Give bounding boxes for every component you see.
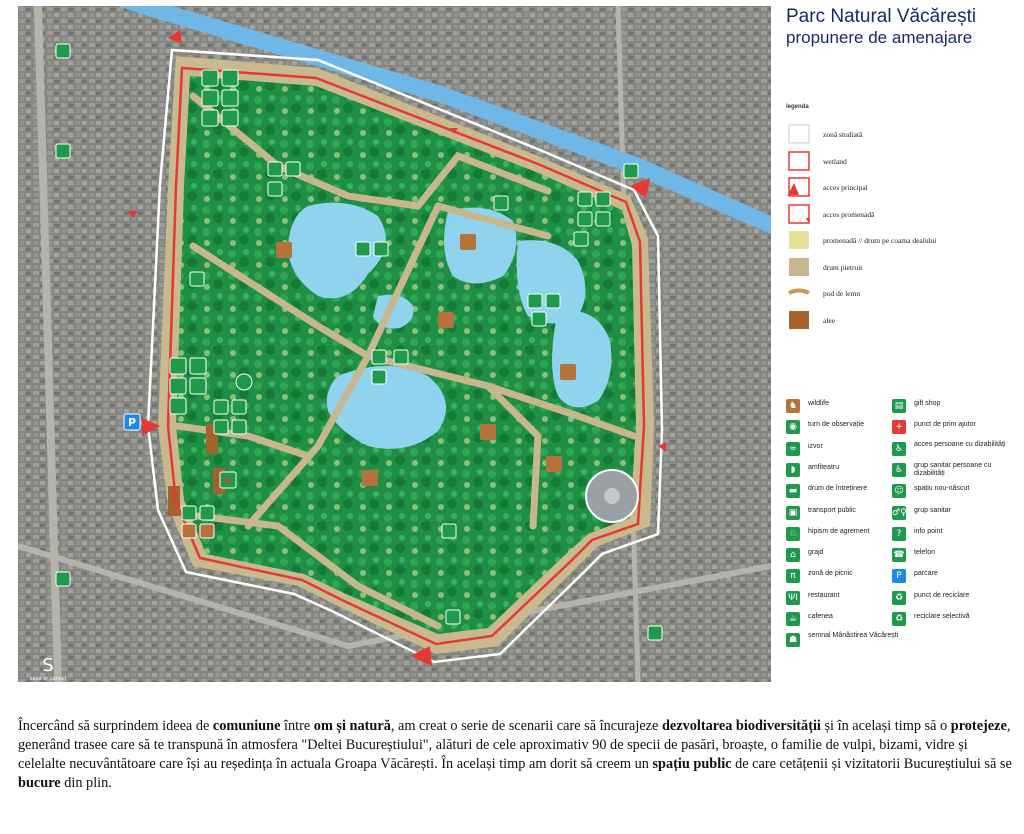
- bus-icon[interactable]: [182, 506, 196, 520]
- description-emphasis: dezvoltarea biodiversității: [661, 718, 821, 734]
- icon-legend-item: [892, 505, 1008, 522]
- icon-legend-label: drum de întreținere: [808, 485, 868, 493]
- maintenance-road-icon[interactable]: [446, 610, 460, 624]
- legend-label: zonă studiată: [823, 130, 863, 139]
- horse-riding-icon[interactable]: [356, 242, 370, 256]
- legend-swatch: [788, 177, 810, 197]
- icon-legend-item: [786, 611, 902, 628]
- icon-legend-item: [786, 505, 902, 522]
- cafe-icon: ☕: [786, 612, 800, 626]
- legend-item: [786, 202, 1016, 228]
- restaurant-icon[interactable]: [200, 506, 214, 520]
- baby-room-icon: ☺: [892, 484, 906, 498]
- icon-legend-item: [786, 526, 902, 543]
- icon-legend-label: wildlife: [808, 400, 830, 407]
- icon-legend-label: spațiu nou-născut: [914, 485, 970, 493]
- binoculars-icon[interactable]: [372, 370, 386, 384]
- bus-icon[interactable]: [56, 572, 70, 586]
- icon-legend-label: transport public: [808, 506, 856, 514]
- wildlife-icon[interactable]: [460, 234, 476, 250]
- parking-icon: P: [892, 569, 906, 583]
- legend-swatch: [788, 283, 810, 303]
- icon-legend-label: zonă de picnic: [808, 570, 853, 578]
- wc-icon[interactable]: [202, 110, 218, 126]
- gift-shop-icon[interactable]: [202, 70, 218, 86]
- recycle-icon[interactable]: [200, 524, 214, 538]
- horse-riding-icon[interactable]: [286, 162, 300, 176]
- phone-icon: ☎: [893, 550, 905, 561]
- legend-item: [786, 281, 1016, 307]
- phone-icon[interactable]: [372, 350, 386, 364]
- wheelchair-icon[interactable]: [182, 524, 196, 538]
- icon-legend-item: [892, 483, 1008, 500]
- picnic-icon: π: [786, 569, 800, 583]
- wc-icon[interactable]: [170, 398, 186, 414]
- icon-legend-item: [786, 441, 902, 458]
- recycle-icon: ♻: [892, 591, 906, 605]
- description-emphasis: om și natură: [313, 718, 391, 734]
- map-title: [786, 6, 1018, 48]
- svg-text:+: +: [222, 473, 234, 487]
- description-emphasis: spațiu public: [652, 756, 732, 772]
- wildlife-icon[interactable]: [480, 424, 496, 440]
- maintenance-road-icon: ▬: [786, 484, 800, 498]
- description-emphasis: protejeze: [950, 718, 1007, 734]
- wildlife-icon[interactable]: [276, 242, 292, 258]
- restaurant-icon[interactable]: [222, 70, 238, 86]
- stable-icon: ⌂: [786, 548, 800, 562]
- icon-legend-item: [786, 632, 902, 649]
- icon-legend-label: amfiteatru: [808, 463, 840, 471]
- spring-icon[interactable]: [268, 162, 282, 176]
- icon-legend-label: cafenea: [808, 613, 833, 620]
- spring-icon[interactable]: [394, 350, 408, 364]
- wildlife-icon[interactable]: [362, 470, 378, 486]
- bus-icon: ▣: [786, 506, 800, 520]
- wheelchair-icon[interactable]: [170, 378, 186, 394]
- legend-label: acces promenadă: [823, 209, 875, 219]
- accessible-wc-icon[interactable]: [232, 420, 246, 434]
- wheelchair-icon[interactable]: [202, 90, 218, 106]
- icon-legend-item: [892, 611, 1008, 628]
- bus-icon[interactable]: [56, 44, 70, 58]
- legend-swatch: [788, 310, 810, 330]
- icon-legend-item: [892, 462, 1008, 479]
- park-map-svg: [18, 6, 771, 682]
- icon-legend-label: parcare: [914, 570, 938, 578]
- legend-swatch: [788, 124, 810, 144]
- wc-icon[interactable]: [574, 232, 588, 246]
- icon-legend-label: izvor: [808, 442, 823, 450]
- park-map: [18, 6, 771, 682]
- legend-item: [786, 228, 1016, 254]
- phone-icon[interactable]: [532, 312, 546, 326]
- legend-swatch: [788, 230, 810, 250]
- bus-icon[interactable]: [648, 626, 662, 640]
- legend-label: pod de lemn: [823, 289, 861, 298]
- legend-label: alee: [823, 315, 836, 325]
- wheelchair-icon: ♿: [892, 442, 906, 456]
- watermark-logo: S: [42, 655, 54, 676]
- svg-text:P: P: [127, 416, 137, 429]
- spring-icon: ≈: [786, 442, 800, 456]
- description-text: de care cetățenii și vizitatorii Bucureștiului să se: [731, 756, 1012, 772]
- icon-legend-label: acces persoane cu dizabilități: [914, 440, 1006, 448]
- icon-legend-item: [786, 590, 902, 607]
- restaurant-icon: ΨΙ: [786, 591, 800, 605]
- icon-legend-label: hipism de agrement: [808, 527, 870, 535]
- description: [18, 717, 1018, 793]
- stable-icon[interactable]: [374, 242, 388, 256]
- icon-legend-label: semnal Mânăstirea Văcărești: [808, 632, 899, 640]
- accessible-wc-icon[interactable]: [222, 110, 238, 126]
- wc-icon[interactable]: [596, 212, 610, 226]
- icon-legend-label: turn de observație: [808, 421, 865, 429]
- legend-label: wetland: [823, 156, 847, 166]
- icon-legend-item: [786, 547, 902, 564]
- monastery-icon: ☗: [786, 633, 800, 647]
- binoculars-icon[interactable]: [268, 182, 282, 196]
- icon-legend-item: [786, 419, 902, 436]
- legend-label: promenadă // drum pe coama dealului: [823, 236, 937, 245]
- icon-legend-label: restaurant: [808, 591, 840, 599]
- icon-legend-item: [786, 483, 902, 500]
- info-icon: ?: [892, 527, 906, 541]
- bus-icon[interactable]: [624, 164, 638, 178]
- legend-item: [786, 308, 1016, 334]
- icon-legend-item: [892, 568, 1008, 585]
- icon-legend-label: punct de prim ajutor: [914, 421, 976, 429]
- gift-shop-icon[interactable]: [170, 358, 186, 374]
- gift-shop-icon[interactable]: [578, 192, 592, 206]
- info-icon[interactable]: [214, 400, 228, 414]
- icon-legend-label: gift shop: [914, 400, 941, 407]
- description-text: din plin.: [60, 775, 112, 791]
- icon-legend: [786, 398, 1018, 660]
- restaurant-icon[interactable]: [596, 192, 610, 206]
- wildlife-icon[interactable]: [560, 364, 576, 380]
- icon-legend-item: [786, 462, 902, 479]
- icon-legend-label: punct de reciclare: [914, 591, 970, 599]
- gift-shop-icon: ▤: [892, 399, 906, 413]
- legend-swatch: [788, 257, 810, 277]
- wheelchair-icon[interactable]: [214, 420, 228, 434]
- legend-label: drum pietruit: [823, 262, 863, 272]
- wildlife-icon[interactable]: [438, 312, 454, 328]
- description-text: , am creat o serie de scenarii care să încurajeze: [390, 718, 662, 734]
- legend-title: legenda: [786, 104, 809, 110]
- binoculars-icon[interactable]: [546, 294, 560, 308]
- icon-legend-label: grajd: [808, 549, 824, 557]
- icon-legend-item: [786, 398, 902, 415]
- description-text: și în același timp să o: [820, 718, 951, 734]
- icon-legend-item: [892, 526, 1008, 543]
- title-line-1: Parc Natural Văcărești: [786, 6, 977, 27]
- legend-item: [786, 175, 1016, 201]
- icon-legend-label: reciclare selectivă: [914, 613, 970, 620]
- picnic-icon[interactable]: [494, 196, 508, 210]
- binoculars-icon[interactable]: [528, 294, 542, 308]
- description-text: , generând trasee care să te transpună în atmosfera "Deltei Bucureștiului", alături de cele aproximativ 90 de specii de pasări, broaște, o familie de vulpi, bizami, vidre și celelalte necuvântătoare care își au reședința în actuala Groapa Văcărești. În același timp am dorit să creem un: [18, 718, 1011, 772]
- wheelchair-icon[interactable]: [578, 212, 592, 226]
- description-emphasis: comuniune: [212, 718, 281, 734]
- selective-recycle-icon: ♻: [892, 612, 906, 626]
- description-text: Încercând să surprindem ideea de: [18, 718, 213, 734]
- description-emphasis: bucure: [18, 775, 61, 791]
- binoculars-icon: ◉: [786, 420, 800, 434]
- icon-legend-item: [892, 419, 1008, 436]
- wc-icon: ♂♀: [892, 507, 907, 518]
- icon-legend-item: [892, 398, 1008, 415]
- horse-riding-icon: ♘: [786, 527, 800, 541]
- icon-legend-item: [892, 590, 1008, 607]
- horse-riding-icon[interactable]: [232, 400, 246, 414]
- description-text: între: [280, 718, 314, 734]
- legend-item: [786, 122, 1016, 148]
- selective-recycle-icon[interactable]: [190, 272, 204, 286]
- watermark-text: save or cancel: [29, 676, 67, 682]
- bus-icon[interactable]: [56, 144, 70, 158]
- title-line-2: propunere de amenajare: [786, 28, 973, 47]
- deer-icon: ♞: [786, 399, 800, 413]
- icon-legend-label: grup sanitar persoane cu dizabilități: [914, 461, 992, 477]
- icon-legend-label: info point: [914, 527, 943, 535]
- amphitheatre-icon: ◗: [786, 463, 800, 477]
- first-aid-icon: +: [892, 420, 906, 434]
- baby-room-icon[interactable]: [222, 90, 238, 106]
- legend-swatch: [788, 204, 810, 224]
- accessible-wc-icon: ♿: [892, 463, 906, 477]
- monastery-icon[interactable]: [236, 374, 252, 390]
- legend: [786, 104, 1016, 336]
- legend-item: [786, 255, 1016, 281]
- baby-room-icon[interactable]: [190, 378, 206, 394]
- legend-label: acces principal: [823, 183, 868, 192]
- icon-legend-item: [892, 547, 1008, 564]
- picnic-icon[interactable]: [442, 524, 456, 538]
- legend-swatch: [788, 151, 810, 171]
- icon-legend-label: telefon: [914, 549, 936, 557]
- wildlife-icon[interactable]: [546, 456, 562, 472]
- icon-legend-item: [786, 568, 902, 585]
- icon-legend-label: grup sanitar: [914, 506, 951, 514]
- restaurant-icon[interactable]: [190, 358, 206, 374]
- legend-item: [786, 149, 1016, 175]
- icon-legend-item: [892, 441, 1008, 458]
